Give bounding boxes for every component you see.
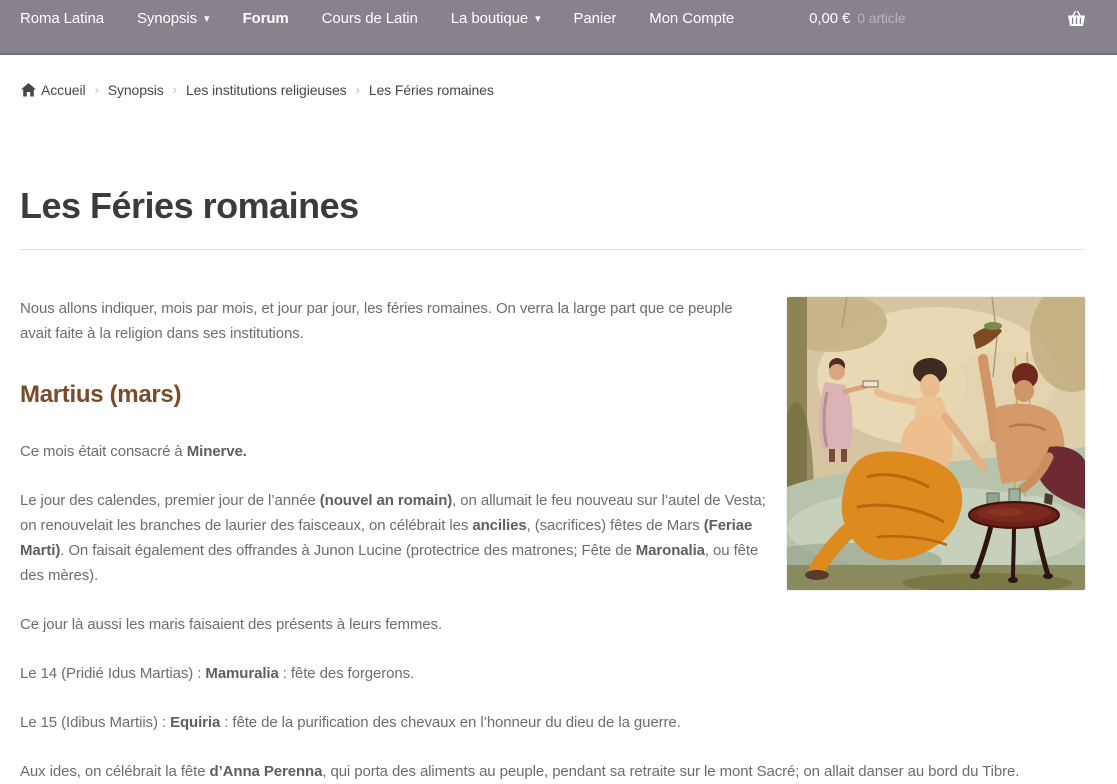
cart-total: 0,00 €	[809, 10, 851, 27]
nav-item-forum[interactable]: Forum	[242, 10, 289, 27]
top-nav-bar	[0, 0, 1117, 55]
nav-item-panier[interactable]: Panier	[573, 10, 617, 27]
breadcrumb-label: Accueil	[41, 82, 86, 98]
breadcrumb-link-accueil[interactable]	[21, 81, 85, 98]
home-icon	[21, 83, 36, 100]
breadcrumb-link-institutions-religieuses[interactable]: Les institutions religieuses	[185, 81, 347, 98]
paragraph: Le jour des calendes, premier jour de l’année (nouvel an romain), on allumait le feu nouveau sur l’autel de Vesta; on renouvelait les branches de laurier des faisceaux, on célébrait les ancilies, (sacrifices) fêtes de Mars (Feriae Marti). On faisait également des offrandes à Junon Lucine (protectrice des matrones; Fête de Maronalia, ou fête des mères).	[20, 492, 766, 584]
breadcrumb-separator: ›	[94, 82, 99, 97]
article-body	[20, 296, 1085, 784]
chevron-down-icon: ▾	[204, 13, 210, 25]
paragraph: Aux ides, on célébrait la fête d’Anna Perenna, qui porta des aliments au peuple, pendant sa retraite sur le mont Sacré; on allait danser au bord du Tibre.	[20, 763, 1020, 780]
nav-item-label: La boutique	[450, 10, 529, 27]
breadcrumb-separator: ›	[172, 82, 177, 97]
section-heading: Martius (mars)	[20, 381, 182, 408]
breadcrumb	[0, 81, 1117, 98]
chevron-down-icon: ▾	[535, 13, 541, 25]
paragraph: Nous allons indiquer, mois par mois, et jour par jour, les féries romaines. On verra la large part que ce peuple avait faite à la religion dans ses institutions.	[20, 300, 733, 342]
roman-banquet-fresco-image	[787, 297, 1085, 590]
page-title: Les Féries romaines	[20, 185, 359, 226]
nav-item-roma-latina[interactable]: Roma Latina	[20, 10, 104, 27]
nav-item-synopsis[interactable]	[137, 10, 210, 27]
paragraph: Le 14 (Pridié Idus Martias) : Mamuralia : fête des forgerons.	[20, 665, 415, 682]
nav-item-cours-de-latin[interactable]: Cours de Latin	[321, 10, 418, 27]
content-area	[0, 186, 1117, 784]
cart-contents-link[interactable]	[809, 10, 905, 27]
title-divider	[20, 249, 1085, 250]
basket-icon[interactable]	[1067, 10, 1086, 31]
nav-item-label: Synopsis	[136, 10, 198, 27]
breadcrumb-separator: ›	[355, 82, 360, 97]
primary-nav	[20, 10, 734, 27]
nav-item-la-boutique[interactable]	[451, 10, 541, 27]
paragraph: Le 15 (Idibus Martiis) : Equiria : fête de la purification des chevaux en l’honneur du dieu de la guerre.	[20, 714, 681, 731]
breadcrumb-link-synopsis[interactable]: Synopsis	[107, 81, 164, 98]
cart-item-count: 0 article	[857, 10, 906, 26]
paragraph: Ce mois était consacré à Minerve.	[20, 443, 247, 460]
nav-item-mon-compte[interactable]: Mon Compte	[649, 10, 735, 27]
paragraph: Ce jour là aussi les maris faisaient des présents à leurs femmes.	[20, 616, 443, 633]
breadcrumb-current-page: Les Féries romaines	[368, 81, 494, 98]
